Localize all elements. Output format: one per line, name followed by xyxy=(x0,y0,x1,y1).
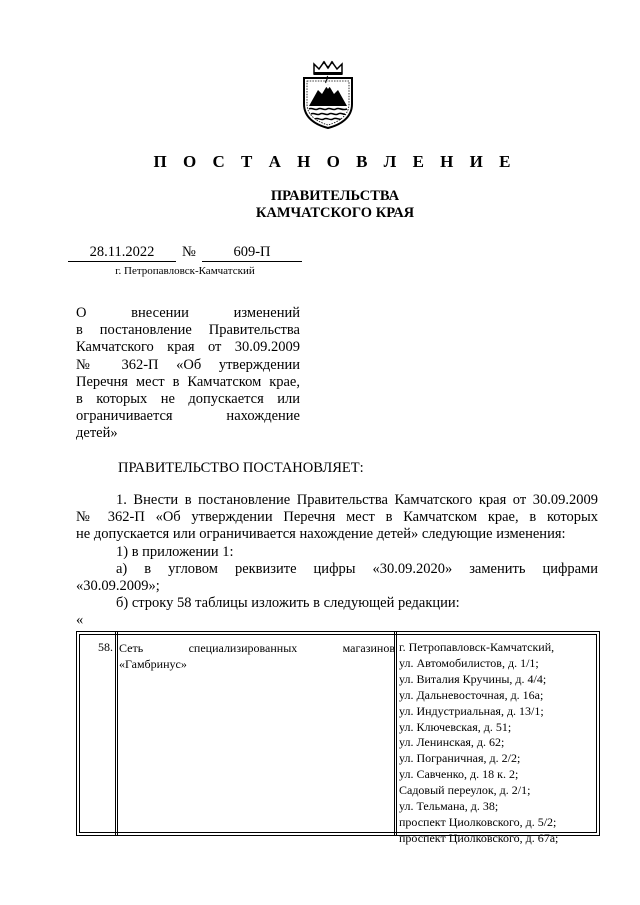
authority-line-1: ПРАВИТЕЛЬСТВА xyxy=(270,188,400,204)
number-sign: № xyxy=(182,244,196,260)
name-line: Сеть специализированных магазинов xyxy=(119,641,395,655)
subject-line: Перечня мест в Камчатском крае, xyxy=(76,373,300,390)
date-underline xyxy=(68,261,176,262)
address-line: ул. Дальневосточная, д. 16а; xyxy=(399,687,544,702)
number-underline xyxy=(202,261,302,262)
subject-line: № 362-П «Об утверждении xyxy=(76,356,300,373)
column-divider xyxy=(117,632,118,835)
address-line: ул. Виталия Кручины, д. 4/4; xyxy=(399,671,547,686)
address-line: проспект Циолковского, д. 67а; xyxy=(399,830,559,845)
address-line: ул. Ленинская, д. 62; xyxy=(399,735,505,750)
resolution-heading: ПРАВИТЕЛЬСТВО ПОСТАНОВЛЯЕТ: xyxy=(118,460,364,476)
resolution-body xyxy=(76,492,598,612)
name-line: «Гамбринус» xyxy=(119,657,187,671)
subject-line: ограничивается нахождение xyxy=(76,408,300,425)
address-line: ул. Пограничная, д. 2/2; xyxy=(399,751,521,766)
body-line: 1) в приложении 1: xyxy=(116,543,234,560)
issuing-city: г. Петропавловск-Камчатский xyxy=(115,265,255,277)
document-number: 609-П xyxy=(233,244,271,260)
subject-line: О внесении изменений xyxy=(76,305,300,321)
body-line: не допускается или ограничивается нахождение детей» следующие изменения: xyxy=(76,526,566,543)
address-line: ул. Автомобилистов, д. 1/1; xyxy=(399,655,539,670)
table-row-name xyxy=(119,640,395,672)
body-line: а) в угловом реквизите цифры «30.09.2020» заменить цифрами xyxy=(116,560,598,577)
document-subject xyxy=(76,305,300,443)
table-row-addresses xyxy=(399,640,595,847)
amendment-table xyxy=(76,631,600,845)
address-line: проспект Циолковского, д. 5/2; xyxy=(399,814,557,829)
document-type-title: П О С Т А Н О В Л Е Н И Е xyxy=(153,152,517,171)
opening-quote-mark: « xyxy=(76,612,84,628)
body-line: № 362-П «Об утверждении Перечня мест в Камчатском крае, в которых xyxy=(76,509,598,526)
column-divider xyxy=(115,632,116,835)
subject-line: детей» xyxy=(76,425,118,442)
address-line: г. Петропавловск-Камчатский, xyxy=(399,640,555,654)
address-line: Садовый переулок, д. 2/1; xyxy=(399,783,531,798)
address-line: ул. Ключевская, д. 51; xyxy=(399,719,512,734)
subject-line: Камчатского края от 30.09.2009 xyxy=(76,339,300,356)
address-line: ул. Тельмана, д. 38; xyxy=(399,799,499,814)
table-row-number: 58. xyxy=(98,640,113,654)
issuing-authority xyxy=(0,188,640,222)
body-line: «30.09.2009»; xyxy=(76,578,160,595)
authority-line-2: КАМЧАТСКОГО КРАЯ xyxy=(255,205,415,221)
address-line: ул. Индустриальная, д. 13/1; xyxy=(399,703,544,718)
body-line: б) строку 58 таблицы изложить в следующей редакции: xyxy=(116,595,460,612)
body-line: 1. Внести в постановление Правительства Камчатского края от 30.09.2009 xyxy=(116,492,598,508)
subject-line: в постановление Правительства xyxy=(76,322,300,339)
column-divider xyxy=(396,632,397,835)
address-line: ул. Савченко, д. 18 к. 2; xyxy=(399,767,519,782)
document-date: 28.11.2022 xyxy=(89,244,155,260)
kamchatka-coat-of-arms-icon xyxy=(300,60,356,130)
subject-line: в которых не допускается или xyxy=(76,391,300,408)
